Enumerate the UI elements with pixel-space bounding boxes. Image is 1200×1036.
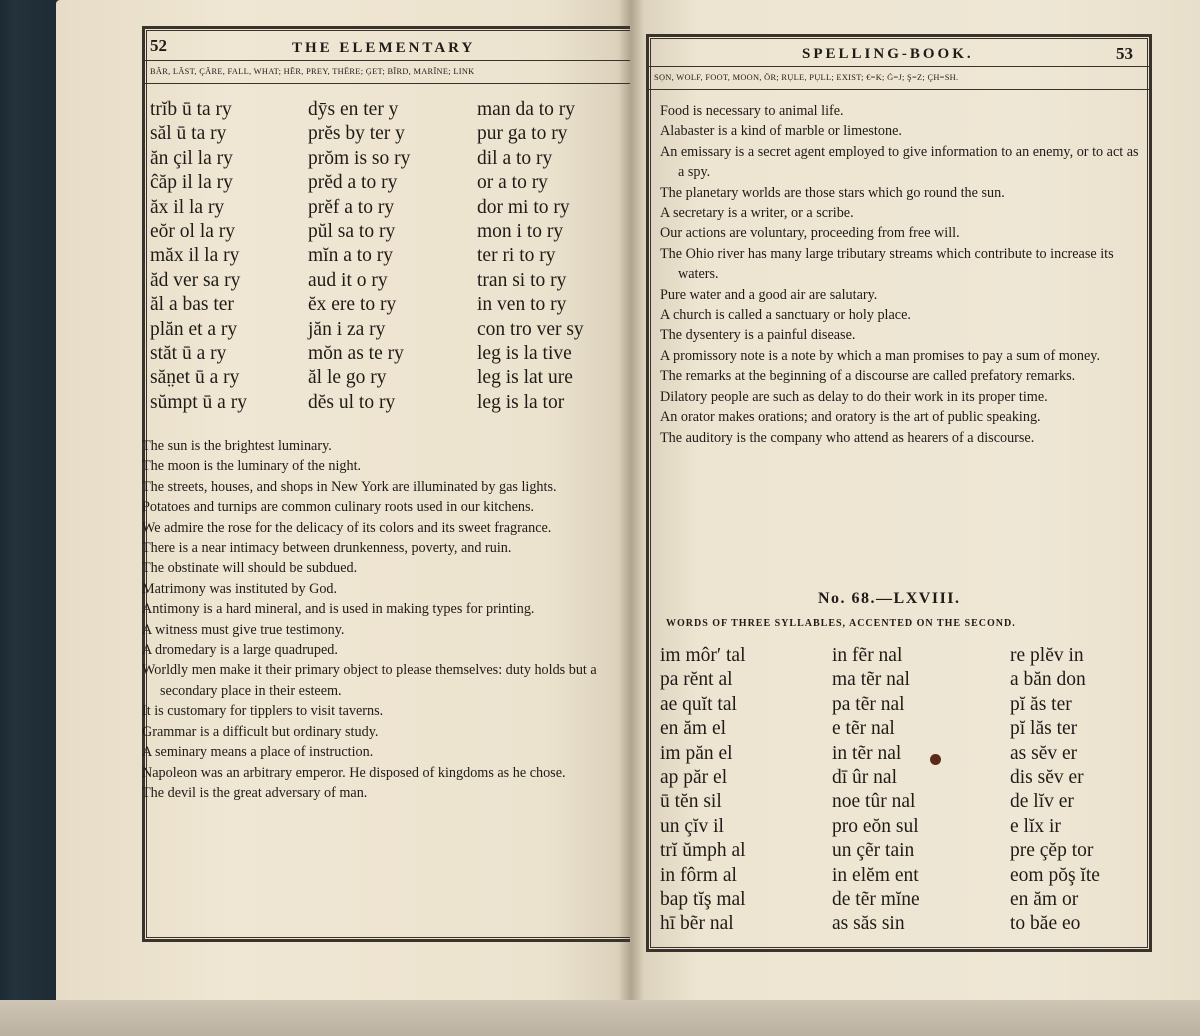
right-pronunciation-key: SỌN, WOLF, FOOT, MOON, ÔR; RỤLE, PỤLL; EXIST; €=K; Ġ=J; Ş=Z; ÇH=SH. [654, 73, 959, 82]
sentence: The streets, houses, and shops in New York are illuminated by gas lights. [142, 478, 557, 495]
word-entry: dī ûr nal [832, 766, 897, 788]
left-sentences [142, 436, 620, 803]
page-edges [0, 1000, 1200, 1036]
word-entry: bap tĭş mal [660, 888, 746, 910]
word-entry: pĭ ăs ter [1010, 693, 1072, 715]
right-word-column-1 [660, 644, 746, 937]
word-entry: im păn el [660, 742, 733, 764]
word-entry: mŏn as te ry [308, 342, 404, 364]
sentence: Matrimony was instituted by God. [142, 580, 338, 597]
sentence: The obstinate will should be subdued. [142, 560, 358, 577]
sentence: A church is called a sanctuary or holy place. [660, 307, 911, 324]
word-entry: in fôrm al [660, 864, 737, 886]
sentence: An emissary is a secret agent employed to give information to an enemy, or to act as a spy. [660, 143, 1139, 181]
left-word-column-2 [308, 98, 410, 415]
sentence: The Ohio river has many large tributary streams which contribute to increase its waters. [660, 245, 1114, 283]
sentence: A promissory note is a note by which a man promises to pay a sum of money. [660, 347, 1101, 364]
word-entry: in ven to ry [477, 294, 567, 316]
sentence: The devil is the great adversary of man. [142, 784, 368, 801]
word-entry: as săs sin [832, 913, 905, 935]
word-entry: pŭl sa to ry [308, 220, 396, 242]
word-entry: e lĭx ir [1010, 815, 1061, 837]
word-entry: con tro ver sy [477, 318, 584, 340]
sentence: We admire the rose for the delicacy of its colors and its sweet fragrance. [142, 519, 552, 536]
word-entry: ap păr el [660, 766, 728, 788]
word-entry: pĭ lăs ter [1010, 718, 1078, 740]
sentence: The remarks at the beginning of a discourse are called prefatory remarks. [660, 368, 1076, 385]
word-entry: tran si to ry [477, 269, 567, 291]
word-entry: pre çĕp tor [1010, 840, 1094, 862]
word-entry: pa tẽr nal [832, 693, 905, 715]
word-entry: as sĕv er [1010, 742, 1078, 764]
word-entry: in elĕm ent [832, 864, 919, 886]
sentence: Pure water and a good air are salutary. [660, 286, 878, 303]
word-entry: man da to ry [477, 99, 576, 120]
left-running-head: THE ELEMENTARY [292, 40, 476, 56]
word-entry: măx il la ry [150, 245, 240, 267]
word-entry: im môr′ tal [660, 645, 746, 666]
sentence: The planetary worlds are those stars which go round the sun. [660, 184, 1005, 201]
word-entry: trĭb ū ta ry [150, 99, 232, 120]
word-entry: e tẽr nal [832, 718, 895, 740]
word-entry: a băn don [1010, 669, 1086, 691]
sentence: Dilatory people are such as delay to do their work in its proper time. [660, 388, 1048, 405]
word-entry: ăd ver sa ry [150, 269, 241, 291]
word-entry: re plĕv in [1010, 645, 1084, 666]
word-entry: ma tẽr nal [832, 669, 910, 691]
left-header-rule [145, 60, 630, 61]
word-entry: de lĭv er [1010, 791, 1074, 813]
book-gutter [618, 0, 644, 1002]
word-entry: prĕs by ter y [308, 123, 405, 145]
word-entry: in tẽr nal [832, 742, 902, 764]
sentence: A witness must give true testimony. [142, 621, 345, 638]
sentence: The moon is the luminary of the night. [142, 458, 362, 475]
lesson-subheading: WORDS OF THREE SYLLABLES, ACCENTED ON THE SECOND. [666, 618, 1016, 629]
word-entry: un çĭv il [660, 815, 724, 837]
sentence: A seminary means a place of instruction. [142, 744, 374, 761]
word-entry: in fẽr nal [832, 645, 903, 666]
word-entry: aud it o ry [308, 269, 388, 291]
word-entry: de tẽr mĭne [832, 888, 920, 910]
right-running-head: SPELLING-BOOK. [802, 46, 974, 62]
left-pronunciation-key: BÃR, LÃST, ÇÃRE, FALL, WHAT; HẼR, PREY, THÊRE; ĢET; BĨRD, MARĨNE; LINK [150, 67, 475, 76]
word-entry: leg is la tor [477, 391, 565, 413]
word-entry: noe tûr nal [832, 791, 916, 813]
word-entry: hī bẽr nal [660, 913, 734, 935]
word-entry: dor mi to ry [477, 196, 570, 218]
word-entry: or a to ry [477, 172, 548, 194]
word-entry: trĭ ŭmph al [660, 840, 746, 862]
right-word-column-2 [832, 644, 920, 937]
left-word-column-1 [150, 98, 247, 415]
word-entry: ăn çil la ry [150, 147, 233, 169]
word-entry: dis sĕv er [1010, 766, 1084, 788]
word-entry: ăl le go ry [308, 367, 387, 389]
sentence: Potatoes and turnips are common culinary roots used in our kitchens. [142, 499, 535, 516]
word-entry: eom pŏş ĭte [1010, 864, 1100, 886]
word-entry: ĕx ere to ry [308, 294, 397, 316]
word-entry: dil a to ry [477, 147, 553, 169]
word-entry: stăt ū a ry [150, 342, 227, 364]
word-entry: jăn i za ry [308, 318, 386, 340]
sentence: The dysentery is a painful disease. [660, 327, 856, 344]
sentence: Grammar is a difficult but ordinary study. [142, 723, 379, 740]
word-entry: prĕd a to ry [308, 172, 398, 194]
word-entry: ăl a bas ter [150, 294, 234, 316]
word-entry: prŏm is so ry [308, 147, 411, 169]
sentence: It is customary for tipplers to visit taverns. [142, 703, 384, 720]
left-page [56, 0, 630, 1002]
word-entry: dĕs ul to ry [308, 391, 396, 413]
word-entry: dȳs en ter y [308, 99, 399, 120]
sentence: The auditory is the company who attend as hearers of a discourse. [660, 429, 1035, 446]
sentence: An orator makes orations; and oratory is the art of public speaking. [660, 409, 1041, 426]
word-entry: ĉăp il la ry [150, 172, 233, 194]
word-entry: eŏr ol la ry [150, 220, 236, 242]
word-entry: pur ga to ry [477, 123, 568, 145]
right-sentences [660, 101, 1140, 448]
word-entry: leg is lat ure [477, 367, 573, 389]
word-entry: pro eŏn sul [832, 815, 919, 837]
sentence: Alabaster is a kind of marble or limestone. [660, 123, 902, 140]
sentence: A dromedary is a large quadruped. [142, 642, 338, 659]
lesson-heading: No. 68.—LXVIII. [818, 590, 961, 607]
right-page [630, 0, 1200, 1002]
left-word-column-3 [477, 98, 584, 415]
word-entry: plăn et a ry [150, 318, 238, 340]
word-entry: leg is la tive [477, 342, 572, 364]
sentence: There is a near intimacy between drunkenness, poverty, and ruin. [142, 540, 512, 557]
word-entry: ter ri to ry [477, 245, 556, 267]
right-header-rule [649, 66, 1149, 67]
sentence: Our actions are voluntary, proceeding from free will. [660, 225, 960, 242]
left-key-rule [145, 83, 630, 84]
word-entry: săn̤et ū a ry [150, 367, 240, 389]
ink-stain [930, 754, 941, 765]
word-entry: ae quĭt tal [660, 693, 737, 715]
sentence: A secretary is a writer, or a scribe. [660, 205, 854, 222]
word-entry: mon i to ry [477, 220, 564, 242]
sentence: Napoleon was an arbitrary emperor. He disposed of kingdoms as he chose. [142, 764, 566, 781]
right-page-number: 53 [1116, 44, 1133, 63]
sentence: The sun is the brightest luminary. [142, 438, 332, 454]
word-entry: un çẽr tain [832, 840, 915, 862]
left-page-number: 52 [150, 36, 167, 55]
word-entry: mĭn a to ry [308, 245, 394, 267]
word-entry: ū tĕn sil [660, 791, 722, 813]
word-entry: en ăm or [1010, 888, 1079, 910]
word-entry: sŭmpt ū a ry [150, 391, 247, 413]
word-entry: prĕf a to ry [308, 196, 395, 218]
word-entry: ăx il la ry [150, 196, 225, 218]
word-entry: en ăm el [660, 718, 727, 740]
sentence: Food is necessary to animal life. [660, 103, 844, 119]
sentence: Antimony is a hard mineral, and is used in making types for printing. [142, 601, 535, 618]
word-entry: to băe eo [1010, 913, 1081, 935]
right-word-column-3 [1010, 644, 1100, 937]
word-entry: pa rĕnt al [660, 669, 733, 691]
right-key-rule [649, 89, 1149, 90]
word-entry: săl ū ta ry [150, 123, 227, 145]
sentence: Worldly men make it their primary object to please themselves: duty holds but a secondary place in their esteem. [142, 662, 597, 699]
